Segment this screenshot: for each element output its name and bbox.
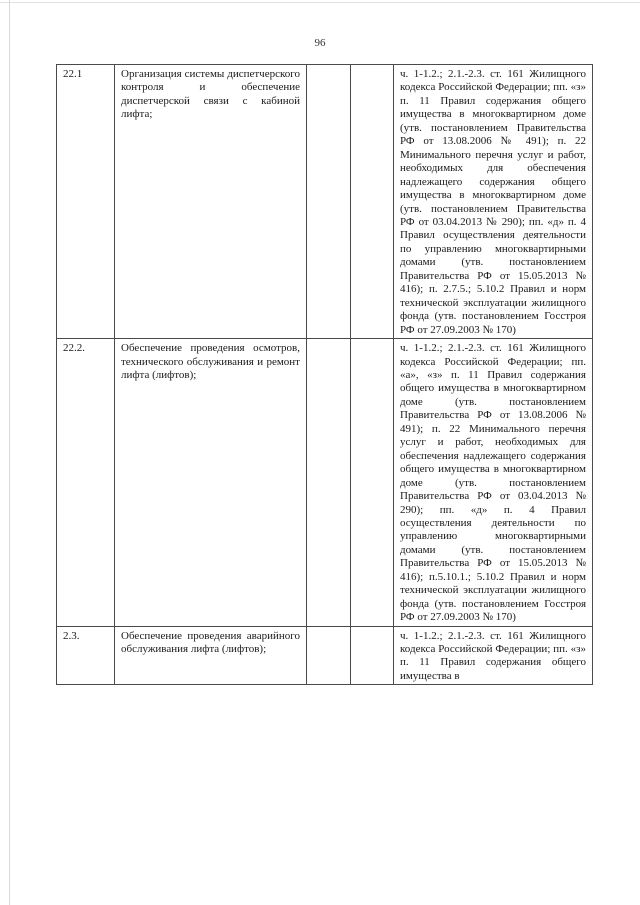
empty-cell <box>307 339 351 627</box>
legal-basis: ч. 1-1.2.; 2.1.-2.3. ст. 161 Жилищного кодекса Российской Федерации; пп. «а», «з» п. 11 Правил содержания общего имущества в многоквартирном доме (утв. постановлением Правительства РФ от 13.08.2006 № 491); п. 22 Минимального перечня услуг и работ, необходимых для обеспечения надлежащего содержания общего имущества в многоквартирном доме (утв. постановлением Правительства РФ от 03.04.2013 № 290); пп. «д» п. 4 Правил осуществления деятельности по управлению многоквартирными домами (утв. постановлением Правительства РФ от 15.05.2013 № 416); п.5.10.1.; 5.10.2 Правил и норм технической эксплуатации жилищного фонда (утв. постановлением Госстроя РФ от 27.09.2003 № 170) <box>394 339 593 627</box>
empty-cell <box>351 626 394 685</box>
item-name: Организация системы диспетчерского контроля и обеспечение диспетчерской связи с кабиной лифта; <box>115 65 307 339</box>
empty-cell <box>307 65 351 339</box>
page-number: 96 <box>314 37 326 49</box>
legal-basis: ч. 1-1.2.; 2.1.-2.3. ст. 161 Жилищного кодекса Российской Федерации; пп. «з» п. 11 Правил содержания общего имущества в <box>394 626 593 685</box>
item-number: 22.2. <box>57 339 115 627</box>
legal-basis: ч. 1-1.2.; 2.1.-2.3. ст. 161 Жилищного кодекса Российской Федерации; пп. «з» п. 11 Правил содержания общего имущества в многоквартирном доме (утв. постановлением Правительства РФ от 13.08.2006 № 491); п. 22 Минимального перечня услуг и работ, необходимых для обеспечения надлежащего содержания общего имущества в многоквартирном доме (утв. постановлением Правительства РФ от 03.04.2013 № 290); пп. «д» п. 4 Правил осуществления деятельности по управлению многоквартирными домами (утв. постановлением Правительства РФ от 15.05.2013 № 416); п. 2.7.5.; 5.10.2 Правил и норм технической эксплуатации жилищного фонда (утв. постановлением Госстроя РФ от 27.09.2003 № 170) <box>394 65 593 339</box>
item-name: Обеспечение проведения осмотров, технического обслуживания и ремонт лифта (лифтов); <box>115 339 307 627</box>
scan-top-edge <box>0 2 640 3</box>
item-number: 22.1 <box>57 65 115 339</box>
table-row <box>57 626 593 685</box>
item-number: 2.3. <box>57 626 115 685</box>
table-row <box>57 339 593 627</box>
scan-binding-edge <box>9 0 10 905</box>
item-name: Обеспечение проведения аварийного обслуживания лифта (лифтов); <box>115 626 307 685</box>
table-row <box>57 65 593 339</box>
empty-cell <box>351 65 394 339</box>
empty-cell <box>351 339 394 627</box>
empty-cell <box>307 626 351 685</box>
requirements-table <box>56 64 593 685</box>
